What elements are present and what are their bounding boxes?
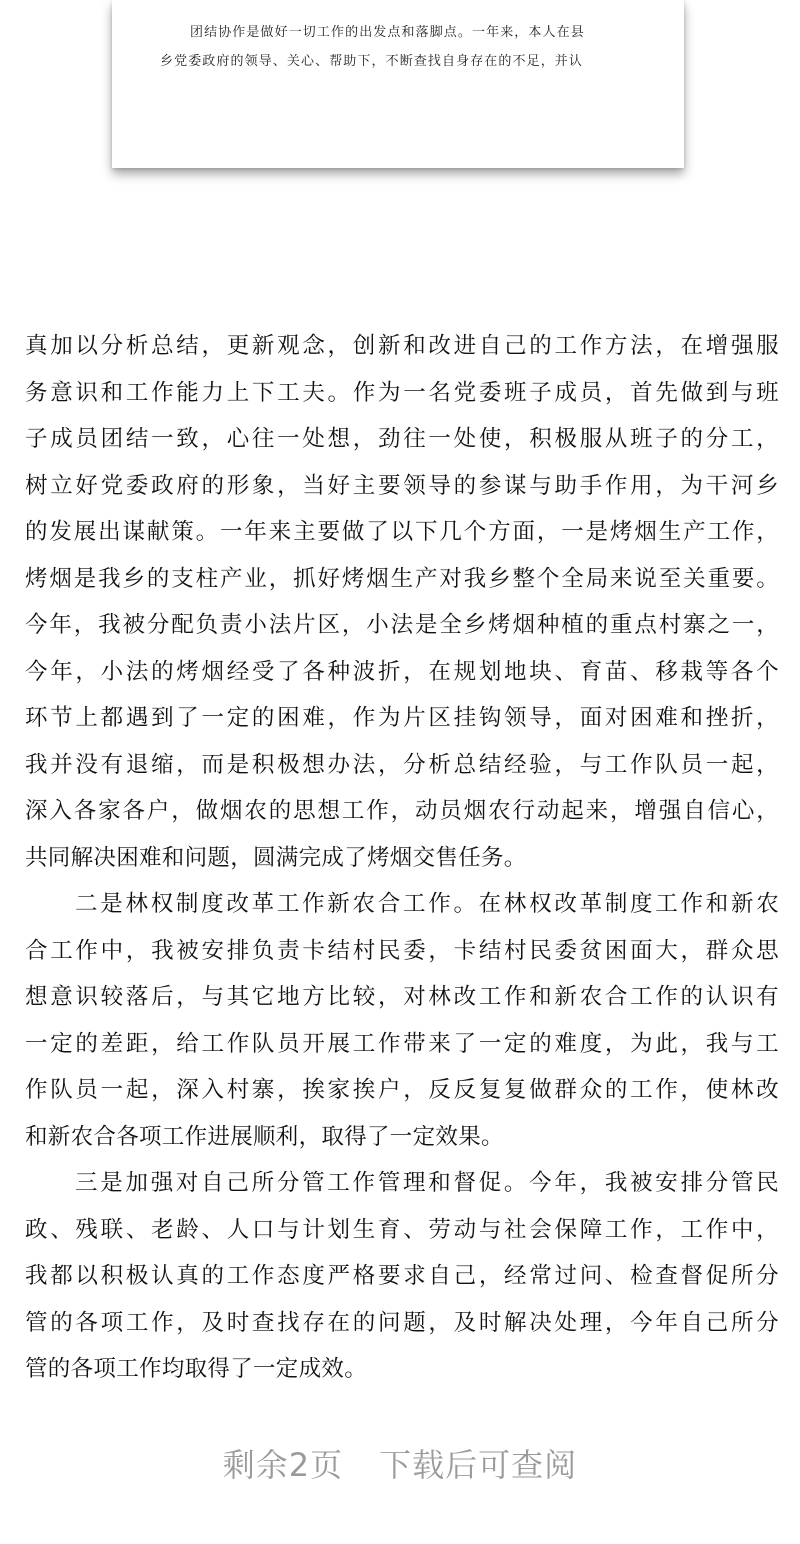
document-body [25, 323, 779, 1393]
text-line: 环节上都遇到了一定的困难，作为片区挂钩领导，面对困难和挫折， [25, 705, 779, 731]
text-line: 想意识较落后，与其它地方比较，对林改工作和新农合工作的认识有 [25, 984, 779, 1010]
text-line: 一定的差距，给工作队员开展工作带来了一定的难度，为此，我与工 [25, 1030, 779, 1057]
paragraph-first-line: 三是加强对自己所分管工作管理和督促。今年，我被安排分管民 [75, 1170, 779, 1196]
text-line: 烤烟是我乡的支柱产业，抓好烤烟生产对我乡整个全局来说至关重要。 [25, 565, 779, 592]
download-to-view-label: 下载后可查阅 [379, 1446, 578, 1484]
paragraph-first-line: 二是林权制度改革工作新农合工作。在林权改革制度工作和新农 [75, 891, 779, 917]
text-line: 和新农合各项工作进展顺利，取得了一定效果。 [25, 1123, 504, 1150]
text-line: 树立好党委政府的形象，当好主要领导的参谋与助手作用，为干河乡 [25, 472, 779, 499]
text-line: 政、残联、老龄、人口与计划生育、劳动与社会保障工作，工作中， [25, 1216, 779, 1243]
preview-line: 乡党委政府的领导、关心、帮助下，不断查找自身存在的不足，并认 [160, 54, 584, 69]
text-line: 共同解决困难和问题，圆满完成了烤烟交售任务。 [25, 844, 527, 871]
text-line: 深入各家各户，做烟农的思想工作，动员烟农行动起来，增强自信心， [25, 798, 779, 824]
preview-line: 团结协作是做好一切工作的出发点和落脚点。一年来，本人在县 [190, 25, 585, 40]
text-line: 管的各项工作，及时查找存在的问题，及时解决处理，今年自己所分 [25, 1309, 779, 1336]
text-line: 作队员一起，深入村寨，挨家挨户，反反复复做群众的工作，使林改 [25, 1077, 779, 1103]
text-line: 我并没有退缩，而是积极想办法，分析总结经验，与工作队员一起， [25, 751, 779, 778]
preview-card-text [134, 18, 664, 76]
text-line: 子成员团结一致，心往一处想，劲往一处使，积极服从班子的分工， [25, 426, 779, 452]
text-line: 管的各项工作均取得了一定成效。 [25, 1356, 368, 1382]
text-line: 务意识和工作能力上下工夫。作为一名党委班子成员，首先做到与班 [25, 379, 779, 406]
preview-card [112, 0, 684, 168]
remaining-pages-label: 剩余2页 [222, 1446, 344, 1484]
remaining-pages-notice[interactable] [0, 1440, 800, 1486]
text-line: 的发展出谋献策。一年来主要做了以下几个方面，一是烤烟生产工作， [25, 519, 779, 545]
text-line: 今年，小法的烤烟经受了各种波折，在规划地块、育苗、移栽等各个 [25, 658, 779, 685]
text-line: 真加以分析总结，更新观念，创新和改进自己的工作方法，在增强服 [25, 333, 779, 359]
text-line: 今年，我被分配负责小法片区，小法是全乡烤烟种植的重点村寨之一， [25, 612, 779, 638]
text-line: 合工作中，我被安排负责卡结村民委，卡结村民委贫困面大，群众思 [25, 937, 779, 964]
text-line: 我都以积极认真的工作态度严格要求自己，经常过问、检查督促所分 [25, 1263, 779, 1289]
